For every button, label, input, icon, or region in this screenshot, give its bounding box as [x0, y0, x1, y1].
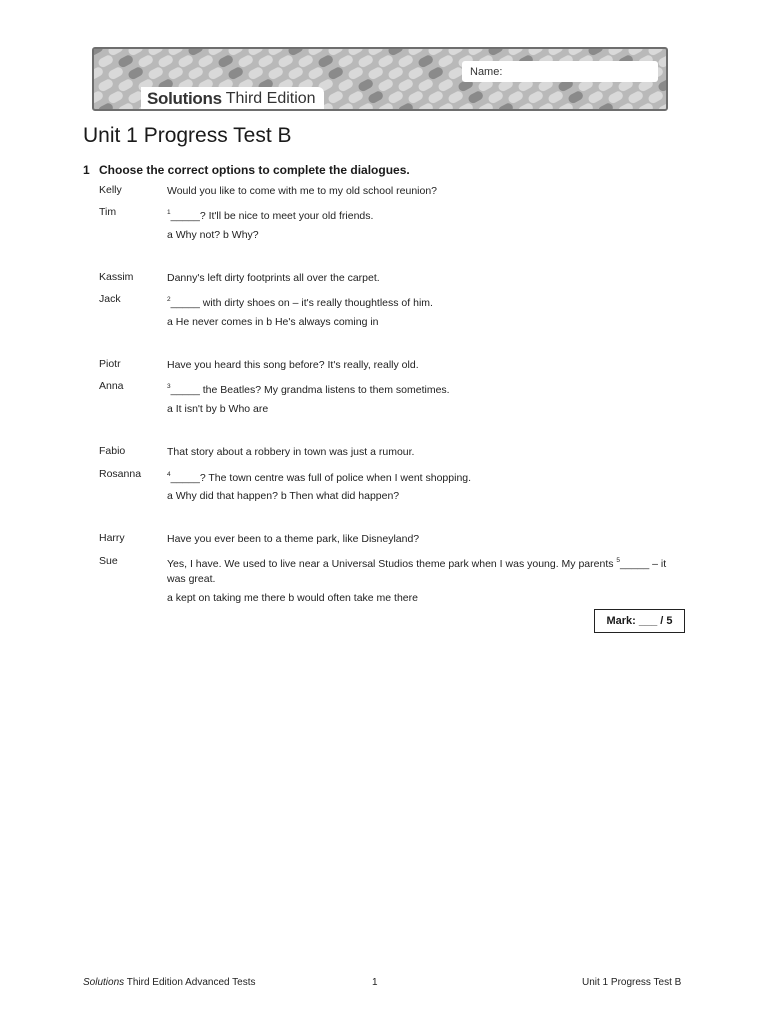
pattern-pill [347, 90, 364, 105]
gap-text[interactable]: _____? The town centre was full of police when I went shopping. [170, 472, 472, 484]
line-2a: Danny's left dirty footprints all over the carpet. [167, 272, 380, 284]
speaker-5a: Harry [99, 532, 125, 544]
page-number: 1 [372, 977, 378, 988]
pattern-pill [427, 66, 444, 81]
pattern-pill [537, 102, 554, 111]
name-field[interactable] [462, 61, 658, 82]
speaker-3a: Piotr [99, 358, 121, 370]
pattern-pill [487, 90, 504, 105]
pattern-pill [427, 90, 444, 105]
pattern-pill [657, 54, 668, 69]
speaker-5b: Sue [99, 555, 118, 567]
pattern-pill [337, 54, 354, 69]
pattern-pill [637, 102, 654, 111]
line-5a: Have you ever been to a theme park, like Disneyland? [167, 533, 420, 545]
pattern-pill [417, 78, 434, 93]
pattern-pill [407, 90, 424, 105]
brand-logo [141, 87, 324, 111]
footer-right: Unit 1 Progress Test B [582, 977, 682, 988]
pattern-pill [327, 66, 344, 81]
pattern-pill [277, 54, 294, 69]
pattern-pill [627, 90, 644, 105]
speaker-4a: Fabio [99, 445, 126, 457]
pattern-pill [337, 102, 354, 111]
pattern-pill [287, 66, 304, 81]
line-5b-prefix: Yes, I have. We used to live near a Universal Studios theme park when I was young. My parents [167, 558, 617, 570]
question-heading [83, 163, 410, 177]
pattern-pill [94, 66, 104, 81]
line-4a: That story about a robbery in town was just a rumour. [167, 446, 415, 458]
speaker-1a: Kelly [99, 184, 122, 196]
pattern-pill [137, 54, 154, 69]
speaker-1b: Tim [99, 206, 117, 218]
pattern-pill [94, 90, 104, 105]
gap-number: 5 [616, 557, 621, 564]
pattern-pill [167, 66, 184, 81]
pattern-pill [387, 66, 404, 81]
question-instruction: Choose the correct options to complete the dialogues. [99, 163, 410, 177]
pattern-pill [347, 66, 364, 81]
line-3b [167, 380, 687, 398]
pattern-pill [377, 78, 394, 93]
pattern-pill [417, 102, 434, 111]
pattern-pill [117, 54, 134, 69]
pattern-pill [357, 54, 374, 69]
gap-text[interactable]: _____ the Beatles? My grandma listens to them sometimes. [170, 384, 450, 396]
pattern-pill [437, 102, 454, 111]
gap-text[interactable]: _____ with dirty shoes on – it's really thoughtless of him. [170, 297, 433, 309]
pattern-pill [127, 66, 144, 81]
gap-text[interactable]: _____ – it was great. [167, 558, 667, 585]
pattern-pill [397, 54, 414, 69]
pattern-pill [417, 54, 434, 69]
pattern-pill [577, 102, 594, 111]
pattern-pill [257, 54, 274, 69]
pattern-pill [657, 78, 668, 93]
pattern-pill [97, 102, 114, 111]
pattern-pill [307, 66, 324, 81]
pattern-pill [437, 78, 454, 93]
pattern-pill [147, 66, 164, 81]
page-title: Unit 1 Progress Test B [83, 124, 292, 147]
line-4b [167, 468, 687, 486]
options-5[interactable]: a kept on taking me there b would often take me there [167, 592, 418, 604]
pattern-pill [227, 66, 244, 81]
pattern-pill [557, 102, 574, 111]
pattern-pill [657, 102, 668, 111]
name-label: Name: [470, 65, 503, 78]
pattern-pill [297, 54, 314, 69]
speaker-2b: Jack [99, 293, 121, 305]
pattern-pill [467, 90, 484, 105]
pattern-pill [97, 54, 114, 69]
pattern-pill [507, 90, 524, 105]
pattern-pill [667, 90, 668, 105]
pattern-pill [437, 54, 454, 69]
pattern-pill [597, 102, 614, 111]
pattern-pill [267, 66, 284, 81]
brand-edition: Third Edition [225, 90, 316, 107]
pattern-pill [377, 102, 394, 111]
pattern-pill [327, 90, 344, 105]
pattern-pill [527, 90, 544, 105]
pattern-pill [567, 90, 584, 105]
pattern-pill [117, 102, 134, 111]
pattern-pill [157, 54, 174, 69]
pattern-pill [197, 54, 214, 69]
pattern-pill [237, 54, 254, 69]
pattern-pill [337, 78, 354, 93]
footer-left [83, 977, 256, 988]
pattern-pill [117, 78, 134, 93]
gap-number: 3 [167, 383, 171, 390]
question-number: 1 [83, 163, 90, 177]
pattern-pill [107, 90, 124, 105]
pattern-pill [217, 54, 234, 69]
gap-number: 4 [167, 471, 171, 478]
line-5b [167, 554, 679, 586]
pattern-pill [647, 90, 664, 105]
gap-number: 1 [167, 209, 171, 216]
line-1a: Would you like to come with me to my old school reunion? [167, 185, 438, 197]
speaker-2a: Kassim [99, 271, 134, 283]
footer-brand: Solutions [83, 977, 125, 988]
pattern-pill [397, 102, 414, 111]
pattern-pill [447, 90, 464, 105]
pattern-pill [317, 54, 334, 69]
pattern-pill [387, 90, 404, 105]
pattern-pill [587, 90, 604, 105]
line-1b [167, 206, 687, 224]
header-banner [92, 47, 668, 111]
pattern-pill [607, 90, 624, 105]
pattern-pill [367, 90, 384, 105]
brand-name: Solutions [147, 89, 222, 108]
pattern-pill [547, 90, 564, 105]
gap-number: 2 [167, 296, 171, 303]
pattern-pill [457, 102, 474, 111]
pattern-pill [94, 49, 104, 57]
options-1[interactable]: a Why not? b Why? [167, 229, 259, 241]
pattern-pill [407, 66, 424, 81]
speaker-4b: Rosanna [99, 468, 142, 480]
pattern-pill [357, 78, 374, 93]
pattern-pill [477, 102, 494, 111]
pattern-pill [667, 49, 668, 57]
line-2b [167, 293, 687, 311]
options-4[interactable]: a Why did that happen? b Then what did happen? [167, 490, 400, 502]
pattern-pill [377, 54, 394, 69]
pattern-pill [497, 102, 514, 111]
mark-box[interactable]: Mark: ___ / 5 [594, 609, 685, 633]
pattern-pill [247, 66, 264, 81]
pattern-pill [207, 66, 224, 81]
pattern-pill [107, 66, 124, 81]
gap-text[interactable]: _____? It'll be nice to meet your old friends. [170, 210, 374, 222]
footer-book: Third Edition Advanced Tests [124, 977, 256, 988]
pattern-pill [667, 66, 668, 81]
line-3a: Have you heard this song before? It's really, really old. [167, 359, 419, 371]
speaker-3b: Anna [99, 380, 124, 392]
pattern-pill [397, 78, 414, 93]
pattern-pill [517, 102, 534, 111]
options-3[interactable]: a It isn't by b Who are [167, 403, 269, 415]
pattern-pill [97, 78, 114, 93]
options-2[interactable]: a He never comes in b He's always coming in [167, 316, 379, 328]
pattern-pill [357, 102, 374, 111]
pattern-pill [187, 66, 204, 81]
pattern-pill [617, 102, 634, 111]
pattern-pill [177, 54, 194, 69]
pattern-pill [367, 66, 384, 81]
